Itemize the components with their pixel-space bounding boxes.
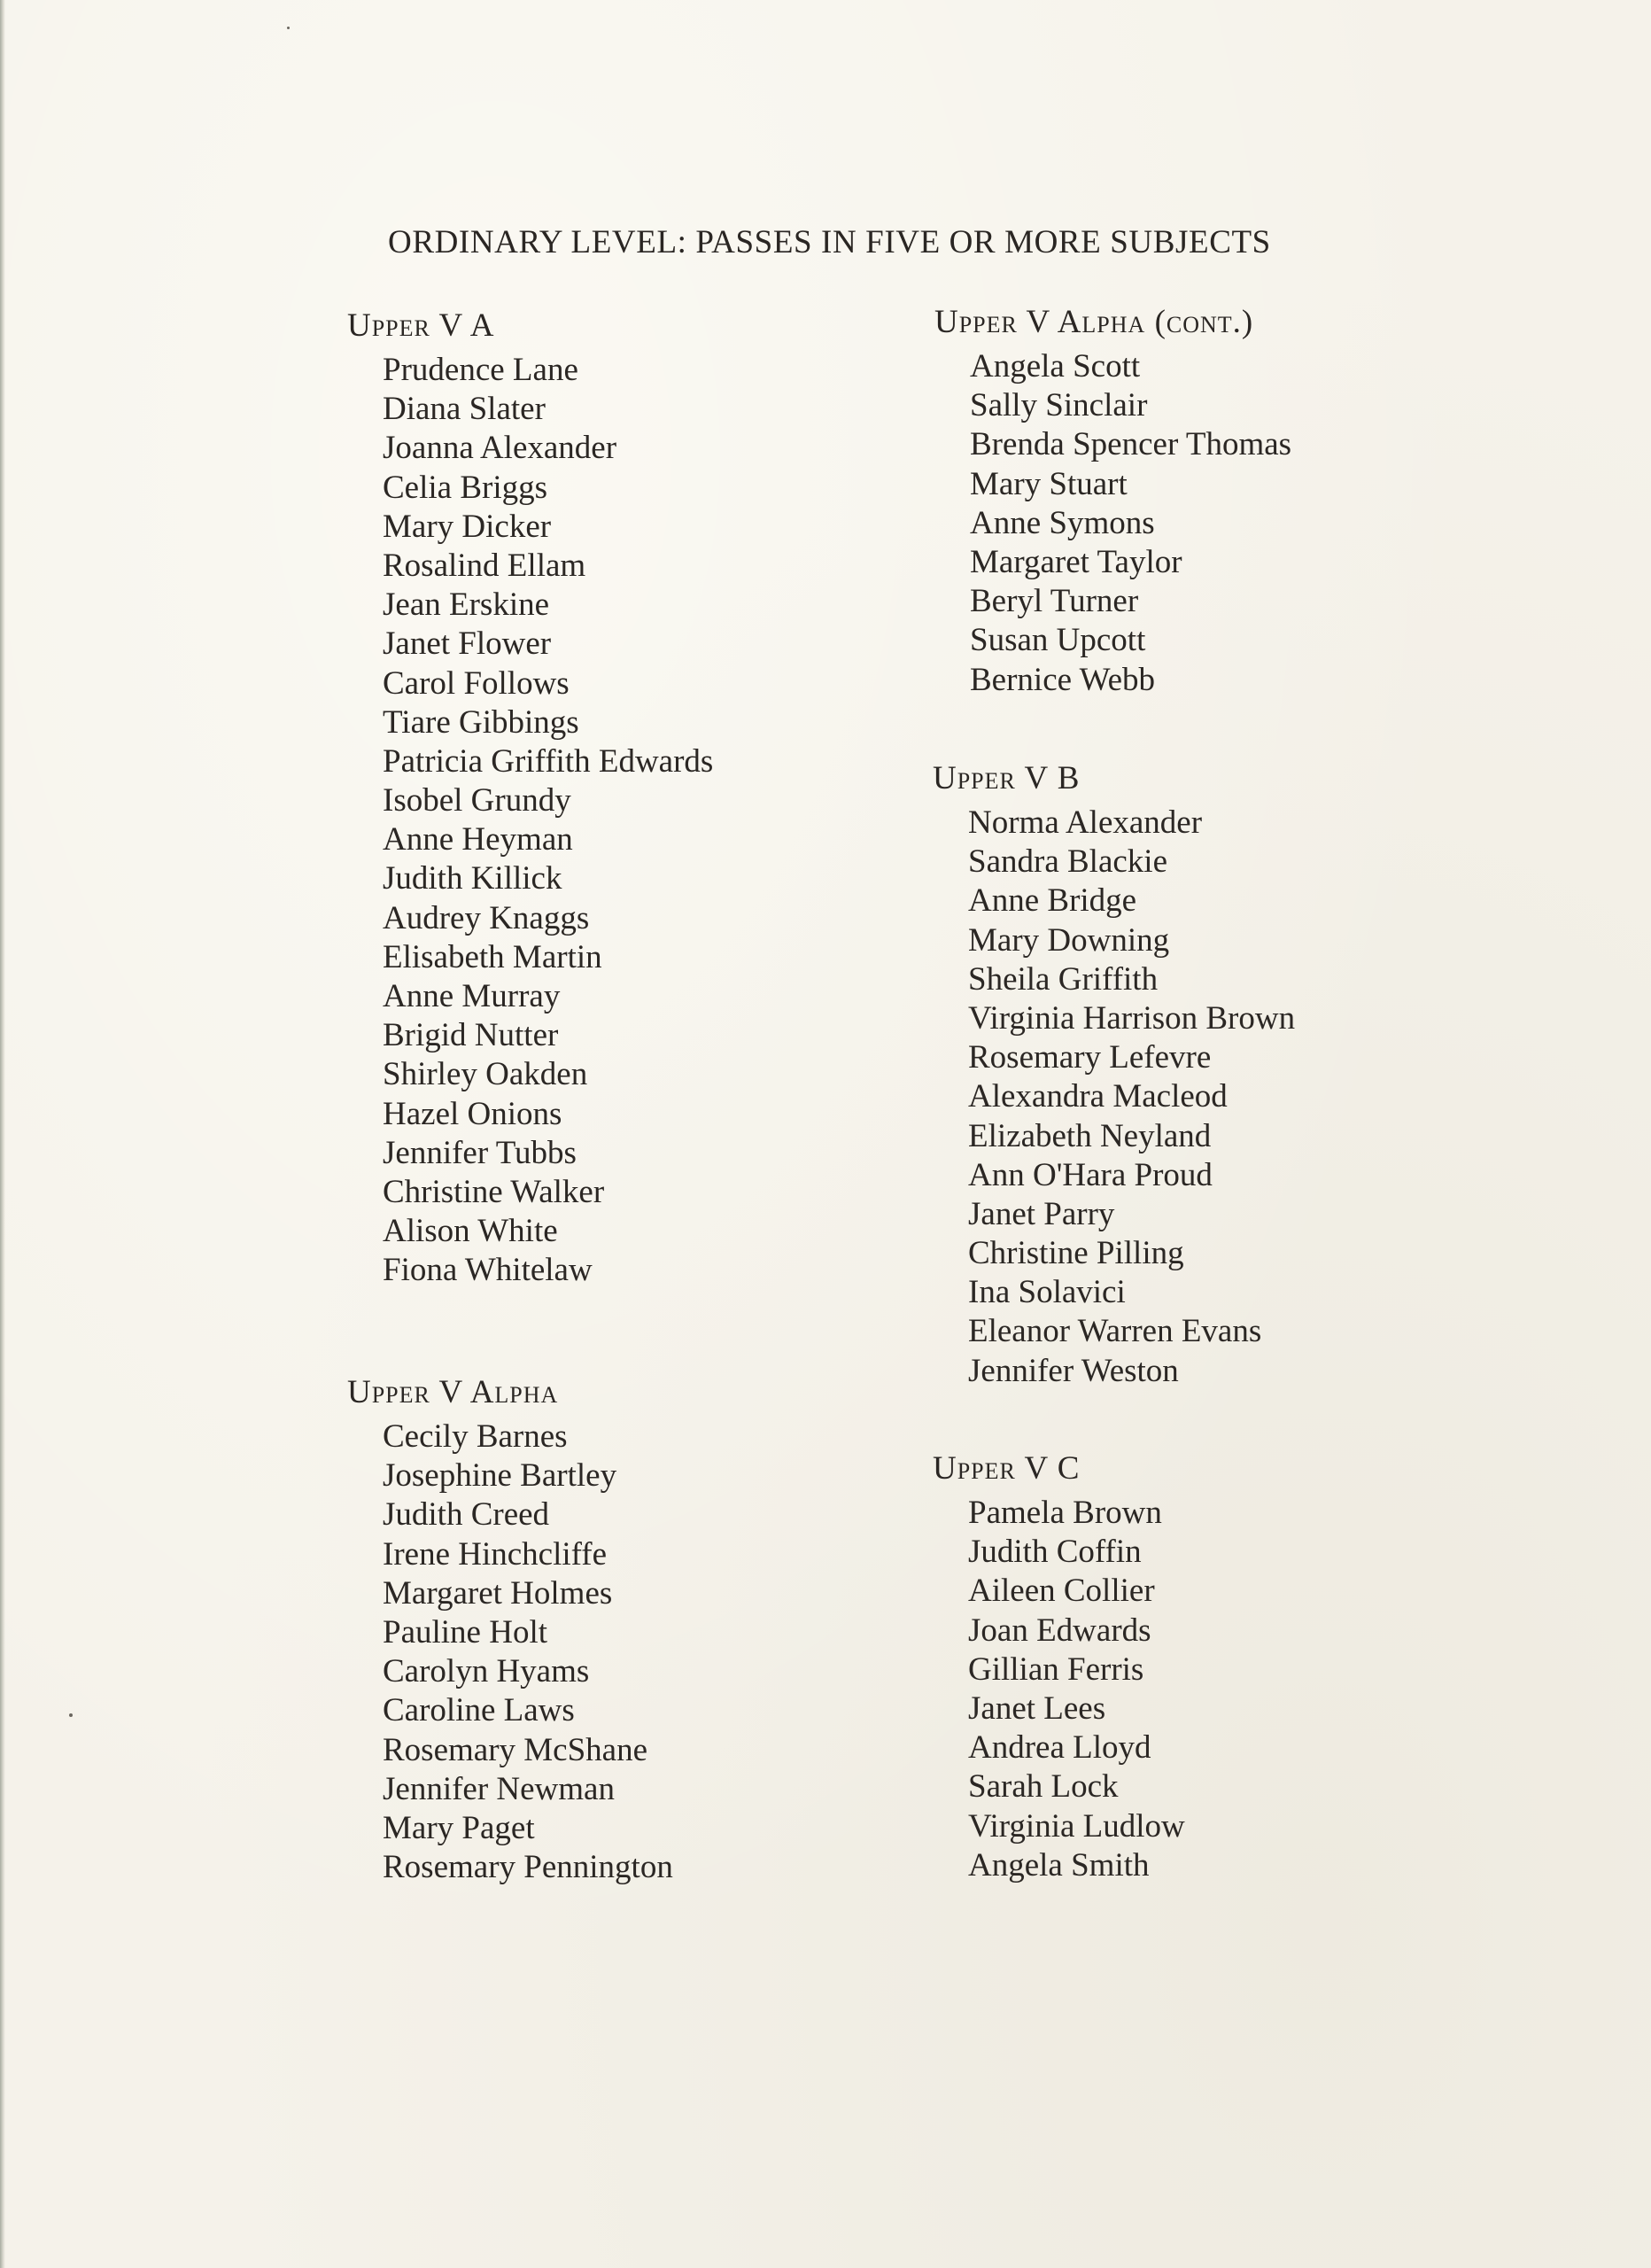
section-heading: Upper V C — [933, 1450, 1081, 1487]
list-item: Angela Smith — [968, 1846, 1150, 1884]
list-item: Fiona Whitelaw — [383, 1252, 593, 1289]
list-item: Mary Stuart — [970, 465, 1128, 502]
paper-speck — [69, 1713, 73, 1717]
list-item: Joanna Alexander — [383, 430, 617, 467]
list-item: Mary Dicker — [383, 508, 552, 545]
list-item: Cecily Barnes — [383, 1418, 568, 1455]
list-item: Elizabeth Neyland — [968, 1117, 1212, 1154]
list-item: Bernice Webb — [970, 661, 1156, 698]
list-item: Isobel Grundy — [383, 782, 571, 819]
list-item: Virginia Ludlow — [968, 1807, 1185, 1845]
list-item: Rosalind Ellam — [383, 547, 586, 584]
list-item: Jean Erskine — [383, 586, 550, 624]
list-item: Brenda Spencer Thomas — [970, 426, 1292, 463]
list-item: Anne Heyman — [383, 821, 573, 858]
list-item: Carol Follows — [383, 664, 570, 702]
list-item: Norma Alexander — [968, 804, 1203, 841]
list-item: Beryl Turner — [970, 583, 1139, 620]
list-item: Virginia Harrison Brown — [968, 999, 1296, 1037]
list-item: Alexandra Macleod — [968, 1078, 1228, 1115]
list-item: Joan Edwards — [968, 1612, 1151, 1649]
section-heading: Upper V A — [347, 307, 495, 344]
list-item: Judith Killick — [383, 860, 562, 897]
list-item: Margaret Holmes — [383, 1574, 613, 1612]
list-item: Mary Downing — [968, 921, 1170, 959]
list-item: Patricia Griffith Edwards — [383, 742, 714, 780]
list-item: Sarah Lock — [968, 1768, 1119, 1806]
list-item: Rosemary Pennington — [383, 1849, 673, 1886]
list-item: Susan Upcott — [970, 622, 1146, 659]
section-heading: Upper V B — [933, 760, 1081, 796]
binding-edge — [0, 0, 5, 2268]
name-list — [933, 804, 1295, 1391]
name-list — [933, 1494, 1185, 1885]
section-upper-v-alpha — [347, 1373, 673, 1887]
list-item: Eleanor Warren Evans — [968, 1313, 1262, 1350]
list-item: Anne Symons — [970, 504, 1155, 541]
list-item: Irene Hinchcliffe — [383, 1535, 608, 1573]
list-item: Andrea Lloyd — [968, 1729, 1151, 1767]
list-item: Aileen Collier — [968, 1573, 1155, 1610]
section-upper-v-alpha-cont — [934, 303, 1291, 700]
name-list — [934, 347, 1291, 700]
list-item: Angela Scott — [970, 348, 1141, 384]
list-item: Elisabeth Martin — [383, 938, 602, 975]
list-item: Jennifer Newman — [383, 1770, 615, 1807]
list-item: Christine Pilling — [968, 1235, 1184, 1272]
name-list — [347, 351, 713, 1291]
list-item: Margaret Taylor — [970, 543, 1182, 580]
list-item: Judith Creed — [383, 1496, 550, 1534]
section-upper-v-a — [347, 307, 713, 1291]
list-item: Sally Sinclair — [970, 387, 1148, 424]
section-upper-v-c — [933, 1449, 1185, 1885]
list-item: Judith Coffin — [968, 1534, 1142, 1571]
list-item: Rosemary Lefevre — [968, 1039, 1212, 1076]
list-item: Janet Parry — [968, 1195, 1115, 1232]
list-item: Anne Bridge — [968, 882, 1137, 920]
list-item: Sandra Blackie — [968, 843, 1167, 881]
section-heading: Upper V Alpha — [347, 1374, 559, 1410]
list-item: Janet Lees — [968, 1689, 1106, 1727]
list-item: Diana Slater — [383, 391, 546, 428]
list-item: Caroline Laws — [383, 1692, 575, 1729]
list-item: Anne Murray — [383, 978, 561, 1014]
section-heading: Upper V Alpha (cont.) — [934, 304, 1254, 340]
list-item: Pamela Brown — [968, 1495, 1162, 1531]
list-item: Hazel Onions — [383, 1095, 562, 1132]
page-title: ORDINARY LEVEL: PASSES IN FIVE OR MORE SUBJECTS — [388, 224, 1271, 260]
list-item: Jennifer Tubbs — [383, 1134, 577, 1171]
list-item: Rosemary McShane — [383, 1731, 648, 1768]
list-item: Audrey Knaggs — [383, 899, 590, 936]
list-item: Sheila Griffith — [968, 960, 1159, 998]
list-item: Christine Walker — [383, 1173, 605, 1210]
list-item: Ann O'Hara Proud — [968, 1156, 1213, 1193]
name-list — [347, 1418, 673, 1887]
paper-speck — [287, 27, 290, 29]
list-item: Pauline Holt — [383, 1613, 548, 1651]
list-item: Gillian Ferris — [968, 1651, 1144, 1688]
list-item: Alison White — [383, 1213, 558, 1250]
section-upper-v-b — [933, 759, 1295, 1391]
list-item: Josephine Bartley — [383, 1457, 617, 1495]
list-item: Celia Briggs — [383, 469, 548, 506]
list-item: Tiare Gibbings — [383, 703, 579, 741]
list-item: Ina Solavici — [968, 1274, 1126, 1311]
list-item: Shirley Oakden — [383, 1056, 588, 1093]
list-item: Brigid Nutter — [383, 1017, 559, 1054]
list-item: Jennifer Weston — [968, 1352, 1179, 1389]
list-item: Janet Flower — [383, 625, 552, 663]
list-item: Mary Paget — [383, 1809, 535, 1846]
list-item: Carolyn Hyams — [383, 1653, 590, 1690]
list-item: Prudence Lane — [383, 352, 578, 388]
